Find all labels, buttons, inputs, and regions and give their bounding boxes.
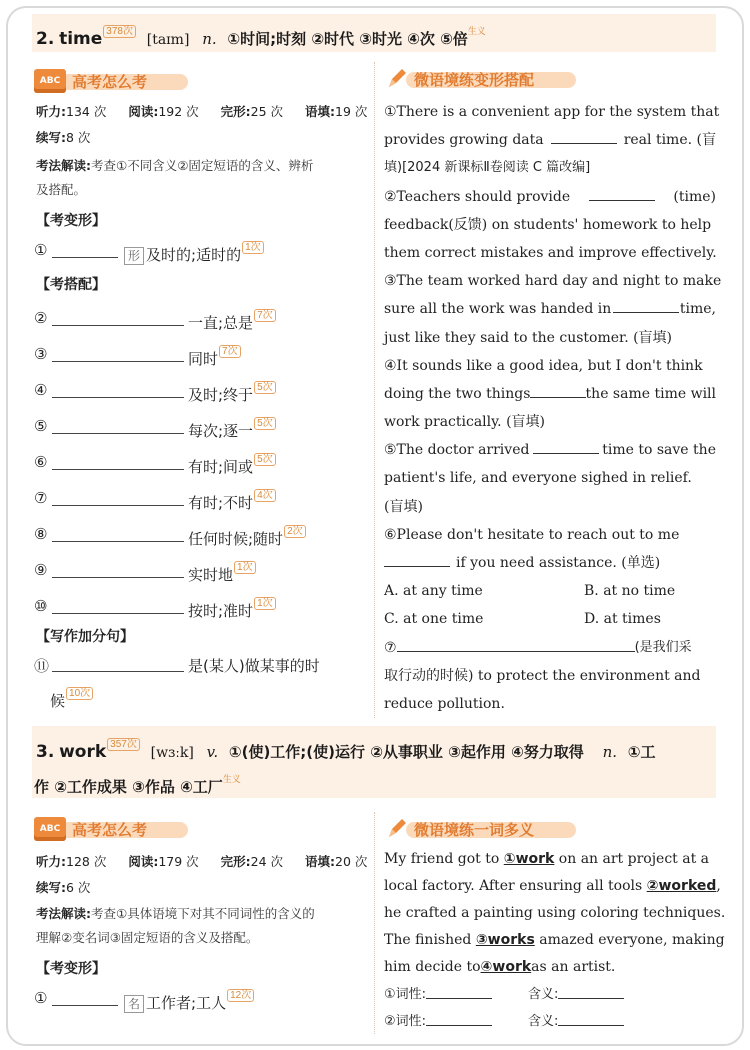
entry-number: 2. [36, 29, 55, 49]
pronunciation: [wɜːk] [150, 745, 194, 761]
pos-box: 名 [124, 995, 144, 1013]
collocation-item: ⑤ 每次;逐一 5次 [34, 414, 364, 440]
part-of-speech: n. [202, 30, 217, 48]
headword: time [59, 29, 103, 49]
answer-blank[interactable] [52, 469, 184, 470]
answer-blank[interactable] [613, 295, 679, 313]
exam-section-title: ABC 高考怎么考 [34, 816, 147, 842]
answer-blank[interactable] [384, 549, 450, 567]
answer-blank[interactable] [426, 981, 492, 999]
meanings-verb: ①(使)工作;(使)运行 ②从事职业 ③起作用 ④努力取得 [228, 743, 584, 761]
answer-blank[interactable] [589, 183, 655, 201]
answer-blank[interactable] [52, 1005, 118, 1006]
collocation-item: ⑥ 有时;间或 5次 [34, 450, 364, 476]
answer-blank[interactable] [52, 433, 184, 434]
frequency-badge: 12次 [227, 989, 254, 1002]
answer-blank[interactable] [52, 505, 184, 506]
answer-blank[interactable] [52, 577, 184, 578]
entry-header-work-continued [34, 770, 241, 797]
answer-blank[interactable] [52, 325, 184, 326]
variant-item: ① 形 及时的;适时的 1次 [34, 238, 364, 264]
abc-book-icon: ABC [34, 69, 66, 93]
option-b[interactable]: B. at no time [584, 583, 676, 600]
writing-heading: 【写作加分句】 [36, 629, 134, 645]
answer-blank[interactable] [52, 397, 184, 398]
entry-header-work: 3. work 357次 [wɜːk] v. ①(使)工作;(使)运行 ②从事职业 ③起作用 ④努力取得 n. ①工 [36, 739, 656, 762]
answer-blank[interactable] [558, 981, 624, 999]
answer-blank[interactable] [397, 634, 635, 652]
headword: work [59, 742, 107, 762]
collocation-heading: 【考搭配】 [36, 277, 106, 293]
exam-stats-continuation: 续写:6 次 [36, 880, 91, 895]
pos-box: 形 [124, 247, 144, 265]
practice-exercises: ①There is a convenient app for the system that provides growing data real time. (盲 填)[2024 新课标Ⅱ卷阅读 C 篇改编] ②Teachers should provide (time) feedback(反馈) on students' homework to help them correct mistakes and improve effectively. ③The team worked hard day and night to make sure all the work was handed in time, just like they said to the customer. (盲填) ④It sounds like a good idea, but I don't think doing the two things the same time will work practically. (盲填) ⑤The doctor arrived time to save the patient's life, and everyone sighed in relief. (盲填) ⑥Please don't hesitate to reach out to me if you need assistance. (单选) A. at any time B. at no time C. at one time D. at times ⑦ (是我们采 取行动的时候) to protect the environment and reduce pollution. [384, 104, 722, 712]
variant-item: ① 名 工作者;工人 12次 [34, 986, 364, 1012]
frequency-badge: 1次 [242, 241, 264, 254]
frequency-badge: 357次 [107, 738, 140, 751]
exam-stats: 听力:134 次 阅读:192 次 完形:25 次 语填:19 次 [36, 104, 368, 119]
answer-blank[interactable] [52, 257, 118, 258]
pencil-icon [384, 817, 408, 841]
column-divider [374, 812, 375, 1034]
answer-blank[interactable] [426, 1008, 492, 1026]
exam-stats: 听力:128 次 阅读:179 次 完形:24 次 语填:20 次 [36, 854, 368, 869]
meanings: ①时间;时刻 ②时代 ③时光 ④次 ⑤倍 [227, 30, 468, 48]
exam-stats-continuation: 续写:8 次 [36, 130, 91, 145]
variant-heading: 【考变形】 [36, 961, 106, 977]
collocation-item: ⑦ 有时;不时 4次 [34, 486, 364, 512]
frequency-badge: 378次 [103, 25, 136, 38]
polysemy-paragraph: My friend got to ①work on an art project at a local factory. After ensuring all tools ②worked, he crafted a painting using coloring techniques. The finished ③works amazed everyone, making him decide to ④work as an artist. ①词性: 含义: ②词性: 含义: [384, 851, 726, 1029]
option-c[interactable]: C. at one time [384, 611, 484, 628]
answer-blank[interactable] [52, 541, 184, 542]
writing-item: ⑪ 是(某人)做某事的时 [34, 657, 320, 675]
collocation-item: ② 一直;总是 7次 [34, 306, 364, 332]
answer-blank[interactable] [52, 671, 184, 672]
option-a[interactable]: A. at any time [384, 583, 483, 600]
option-d[interactable]: D. at times [584, 611, 661, 628]
collocation-item: ④ 及时;终于 5次 [34, 378, 364, 404]
answer-blank[interactable] [551, 126, 617, 144]
entry-header-time [36, 22, 486, 50]
writing-item-continued: 候 10次 [34, 684, 364, 710]
practice-section-title: 微语境练变形搭配 [384, 66, 534, 92]
answer-blank[interactable] [533, 436, 599, 454]
answer-blank[interactable] [52, 613, 184, 614]
collocation-item: ⑧ 任何时候;随时 2次 [34, 522, 364, 548]
rare-meaning-tag: 生义 [222, 775, 241, 785]
answer-blank[interactable] [530, 380, 585, 398]
column-divider [374, 62, 375, 718]
collocation-item: ③ 同时 7次 [34, 342, 364, 368]
abc-book-icon: ABC [34, 817, 66, 841]
collocation-item: ⑨ 实时地 1次 [34, 558, 364, 584]
pronunciation: [taɪm] [146, 32, 190, 48]
exam-analysis: 考法解读:考查①不同含义②固定短语的含义、辨析 及搭配。 [36, 158, 314, 197]
answer-blank[interactable] [52, 361, 184, 362]
rare-meaning-tag: 生义 [467, 27, 486, 37]
meanings-noun: 作 ②工作成果 ③作品 ④工厂 [34, 778, 223, 796]
variant-heading: 【考变形】 [36, 213, 106, 229]
exam-section-title: ABC 高考怎么考 [34, 68, 147, 94]
pencil-icon [384, 67, 408, 91]
collocation-item: ⑩ 按时;准时 1次 [34, 594, 364, 620]
practice-section-title: 微语境练一词多义 [384, 816, 534, 842]
answer-blank[interactable] [558, 1008, 624, 1026]
exam-analysis: 考法解读:考查①具体语境下对其不同词性的含义的 理解②变名词③固定短语的含义及搭配。 [36, 906, 315, 945]
